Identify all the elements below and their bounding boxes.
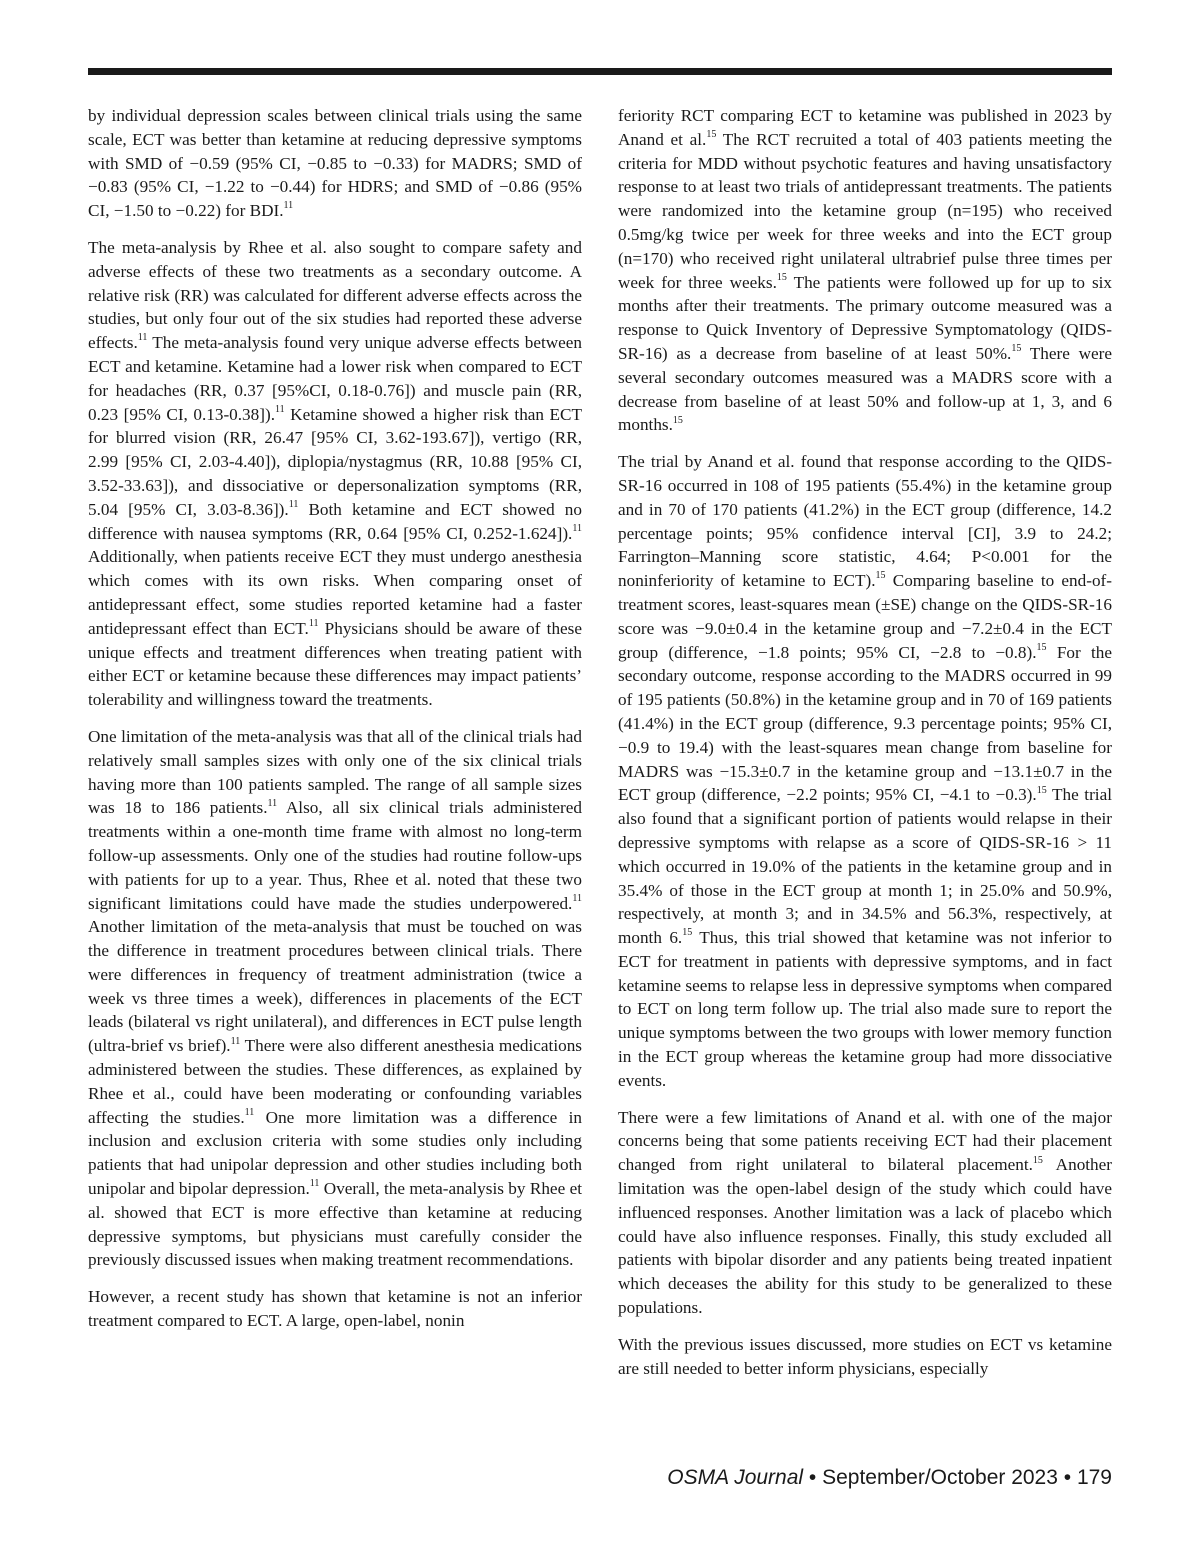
body-paragraph xyxy=(618,1333,1112,1381)
text-run: The RCT recruited a total of 403 patients meeting the criteria for MDD without psychotic features and having unsatisfactory response to at least two trials of antidepressant treatments. The patients were randomized into the ketamine group (n=195) who received 0.5mg/kg twice per week for three weeks and into the ECT group (n=170) who received right unilateral ultrabrief pulse three times per week for three weeks. xyxy=(618,129,1112,292)
citation-reference: 11 xyxy=(283,200,294,212)
citation-reference: 15 xyxy=(1036,784,1047,796)
left-column xyxy=(88,104,582,1346)
right-column xyxy=(618,104,1112,1393)
issue-date: September/October 2023 xyxy=(822,1466,1058,1489)
body-paragraph xyxy=(88,104,582,223)
citation-reference: 15 xyxy=(672,414,683,426)
text-run: The trial by Anand et al. found that response according to the QIDS-SR-16 occurred in 108 of 195 patients (55.4%) in the ketamine group and in 70 of 170 patients (41.2%) in the ECT group (difference, 14.2 percentage points; 95% confidence interval [CI], 3.9 to 24.2; Farrington–Manning score statistic, 4.64; P<0.001 for the noninferiority of ketamine to ECT). xyxy=(618,452,1112,591)
text-run: Both ketamine and ECT showed no difference with nausea symptoms (RR, 0.64 [95% CI, 0.252-1.624]). xyxy=(88,499,582,543)
journal-name: OSMA Journal xyxy=(667,1466,804,1489)
citation-reference: 11 xyxy=(275,403,285,415)
text-run: There were also different anesthesia medications administered between the studies. These differences, as explained by Rhee et al., could have been moderating or confounding variables affecting the studies. xyxy=(88,1036,582,1127)
text-run: One more limitation was a difference in inclusion and exclusion criteria with some studies only including patients that had unipolar depression and other studies including both unipolar and bipolar depression. xyxy=(88,1107,582,1199)
body-paragraph xyxy=(88,236,582,712)
text-run: The meta-analysis found very unique adverse effects between ECT and ketamine. Ketamine had a lower risk when compared to ECT for headaches (RR, 0.37 [95%CI, 0.18-0.76]) and muscle pain (RR, 0.23 [95% CI, 0.13-0.38]). xyxy=(88,333,582,424)
citation-reference: 15 xyxy=(1011,343,1022,355)
text-run: The patients were followed up for up to six months after their treatments. The primary outcome measured was a response to Quick Inventory of Depressive Symptomatology (QIDS-SR-16) as a decrease from baseline of at least 50%. xyxy=(618,272,1113,363)
citation-reference: 15 xyxy=(706,129,717,141)
citation-reference: 11 xyxy=(230,1035,241,1047)
citation-reference: 11 xyxy=(267,797,278,809)
citation-reference: 15 xyxy=(1032,1154,1043,1166)
text-run: Another limitation was the open-label design of the study which could have influenced responses. Another limitation was a lack of placebo which could have also influence responses. Finally, this study excluded all patients with bipolar disorder and any patients being treated inpatient which deceases the ability for this study to be generalized to these populations. xyxy=(618,1155,1113,1318)
footer-separator: • xyxy=(803,1466,823,1489)
text-run: Also, all six clinical trials administered treatments within a one-month time frame with almost no long-term follow-up assessments. Only one of the studies had routine follow-ups with patients for up to a year. Thus, Rhee et al. noted that these two significant limitations could have made the studies underpowered. xyxy=(88,798,582,913)
footer-separator: • xyxy=(1057,1466,1077,1489)
body-paragraph xyxy=(88,1285,582,1333)
citation-reference: 11 xyxy=(137,332,148,344)
citation-reference: 11 xyxy=(244,1106,255,1118)
citation-reference: 15 xyxy=(1036,641,1047,653)
header-rule xyxy=(88,68,1112,75)
text-run: Another limitation of the meta-analysis that must be touched on was the difference in treatment procedures between clinical trials. There were differences in frequency of treatment administration (twice a week vs three times a week), differences in placements of the ECT leads (bilateral vs right unilateral), and differences in ECT pulse length (ultra-brief vs brief). xyxy=(88,917,582,1056)
body-paragraph xyxy=(618,450,1112,1093)
citation-reference: 15 xyxy=(776,271,787,283)
text-run: With the previous issues discussed, more studies on ECT vs ketamine are still needed to better inform physicians, especially xyxy=(618,1334,1112,1378)
citation-reference: 11 xyxy=(288,499,299,511)
body-paragraph xyxy=(618,104,1112,437)
text-run: For the secondary outcome, response according to the MADRS occurred in 99 of 195 patients (50.8%) in the ketamine group and in 70 of 169 patients (41.4%) in the ECT group (difference, 9.3 percentage points; 95% CI, −0.9 to 19.4) with the least-squares mean change from baseline for MADRS was −15.3±0.7 in the ketamine group and −13.1±0.7 in the ECT group (difference, −2.2 points; 95% CI, −4.1 to −0.3). xyxy=(618,642,1112,805)
text-run: One limitation of the meta-analysis was that all of the clinical trials had relatively small samples sizes with only one of the six clinical trials having more than 100 patients sampled. The range of all sample sizes was 18 to 186 patients. xyxy=(88,726,582,818)
text-run: There were a few limitations of Anand et al. with one of the major concerns being that some patients receiving ECT had their placement changed from right unilateral to bilateral placement. xyxy=(618,1107,1112,1175)
citation-reference: 11 xyxy=(308,618,319,629)
citation-reference: 15 xyxy=(875,570,886,582)
citation-reference: 11 xyxy=(309,1178,320,1190)
text-run: Physicians should be aware of these unique effects and treatment differences when treating patient with either ECT or ketamine because these differences may impact patients’ tolerability and willingness toward the treatments. xyxy=(88,618,582,710)
text-run: Additionally, when patients receive ECT they must undergo anesthesia which comes with its own risks. When comparing onset of antidepressant effect, some studies reported ketamine had a faster antidepressant effect than ECT. xyxy=(88,547,582,638)
text-run: The meta-analysis by Rhee et al. also sought to compare safety and adverse effects of these two treatments as a secondary outcome. A relative risk (RR) was calculated for different adverse effects across the studies, but only four out of the six studies had reported these adverse effects. xyxy=(88,237,582,353)
text-run: Comparing baseline to end-of-treatment scores, least-squares mean (±SE) change on the QIDS-SR-16 score was −9.0±0.4 in the ketamine group and −7.2±0.4 in the ECT group (difference, −1.8 points; 95% CI, −2.8 to −0.8). xyxy=(618,571,1112,662)
page-footer xyxy=(667,1466,1112,1490)
citation-reference: 11 xyxy=(572,892,582,904)
text-run: feriority RCT comparing ECT to ketamine was published in 2023 by Anand et al. xyxy=(618,106,1112,149)
text-run: There were several secondary outcomes measured was a MADRS score with a decrease from baseline of at least 50% and follow-up at 1, 3, and 6 months. xyxy=(618,343,1113,435)
citation-reference: 15 xyxy=(682,927,693,939)
text-run: by individual depression scales between clinical trials using the same scale, ECT was better than ketamine at reducing depressive symptoms with SMD of −0.59 (95% CI, −0.85 to −0.33) for MADRS; SMD of −0.83 (95% CI, −1.22 to −0.44) for HDRS; and SMD of −0.86 (95% CI, −1.50 to −0.22) for BDI. xyxy=(88,106,582,221)
text-run: Overall, the meta-analysis by Rhee et al. showed that ECT is more effective than ketamine at reducing depressive symptoms, but physicians must carefully consider the previously discussed issues when making treatment recommendations. xyxy=(88,1179,582,1270)
text-run: Thus, this trial showed that ketamine was not inferior to ECT for treatment in patients with depressive symptoms, and in fact ketamine seems to relapse less in depressive symptoms when compared to ECT on long term follow up. The trial also made sure to report the unique symptoms between the two groups with lower memory function in the ECT group whereas the ketamine group had more dissociative events. xyxy=(618,928,1112,1090)
text-run: The trial also found that a significant portion of patients would relapse in their depressive symptoms with relapse as a score of QIDS-SR-16 > 11 which occurred in 19.0% of the patients in the ketamine group and in 35.4% of those in the ECT group at month 1; in 25.0% and 50.9%, respectively, at month 3; and in 34.5% and 56.3%, respectively, at month 6. xyxy=(618,785,1112,948)
citation-reference: 11 xyxy=(572,522,582,534)
body-paragraph xyxy=(88,725,582,1272)
page-number: 179 xyxy=(1076,1466,1112,1489)
text-run: Ketamine showed a higher risk than ECT for blurred vision (RR, 26.47 [95% CI, 3.62-193.67]), vertigo (RR, 2.99 [95% CI, 2.03-4.40]), diplopia/nystagmus (RR, 10.88 [95% CI, 3.52-33.63]), and dissociative or depersonalization symptoms (RR, 5.04 [95% CI, 3.03-8.36]). xyxy=(88,404,582,519)
text-run: However, a recent study has shown that ketamine is not an inferior treatment compared to ECT. A large, open-label, nonin xyxy=(88,1287,582,1331)
body-paragraph xyxy=(618,1106,1112,1320)
